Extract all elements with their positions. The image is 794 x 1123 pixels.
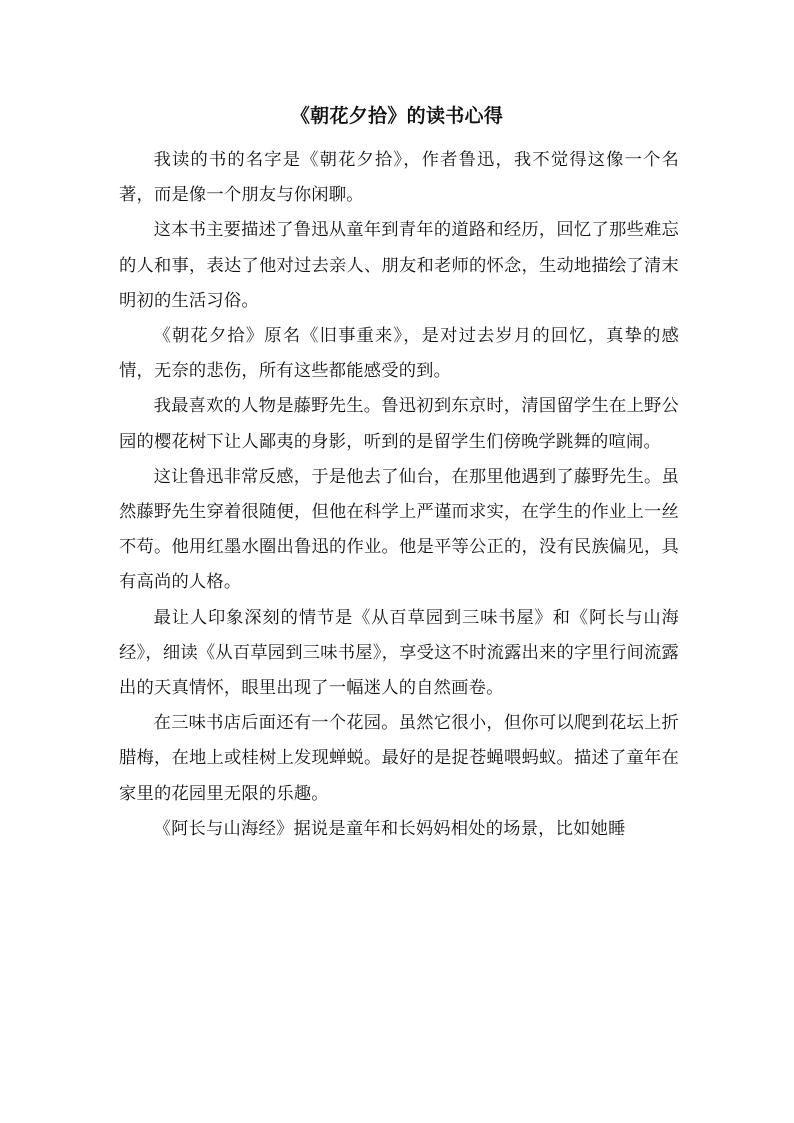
paragraph: 在三味书店后面还有一个花园。虽然它很小，但你可以爬到花坛上折腊梅，在地上或桂树上发现蝉蜕。最好的是捉苍蝇喂蚂蚁。描述了童年在家里的花园里无限的乐趣。 <box>119 713 679 804</box>
paragraph: 我读的书的名字是《朝花夕拾》，作者鲁迅，我不觉得这像一个名著，而是像一个朋友与你闲聊。 <box>119 150 679 206</box>
paragraph: 《朝花夕拾》原名《旧事重来》，是对过去岁月的回忆，真挚的感情，无奈的悲伤，所有这些都能感受的到。 <box>119 326 679 382</box>
document-title: 《朝花夕拾》的读书心得 <box>290 105 504 127</box>
document-body <box>119 143 679 847</box>
paragraph: 最让人印象深刻的情节是《从百草园到三味书屋》和《阿长与山海经》，细读《从百草园到三味书屋》，享受这不时流露出来的字里行间流露出的天真情怀，眼里出现了一幅迷人的自然画卷。 <box>119 607 679 699</box>
paragraph: 《阿长与山海经》据说是童年和长妈妈相处的场景，比如她睡 <box>153 818 626 839</box>
paragraph: 这本书主要描述了鲁迅从童年到青年的道路和经历，回忆了那些难忘的人和事，表达了他对过去亲人、朋友和老师的怀念，生动地描绘了清末明初的生活习俗。 <box>119 220 679 311</box>
paragraph: 这让鲁迅非常反感，于是他去了仙台，在那里他遇到了藤野先生。虽然藤野先生穿着很随便，但他在科学上严谨而求实，在学生的作业上一丝不苟。他用红墨水圈出鲁迅的作业。他是平等公正的，没有民族偏见，具有高尚的人格。 <box>119 466 679 593</box>
paragraph: 我最喜欢的人物是藤野先生。鲁迅初到东京时，清国留学生在上野公园的樱花树下让人鄙夷的身影，听到的是留学生们傍晚学跳舞的喧闹。 <box>119 396 679 452</box>
